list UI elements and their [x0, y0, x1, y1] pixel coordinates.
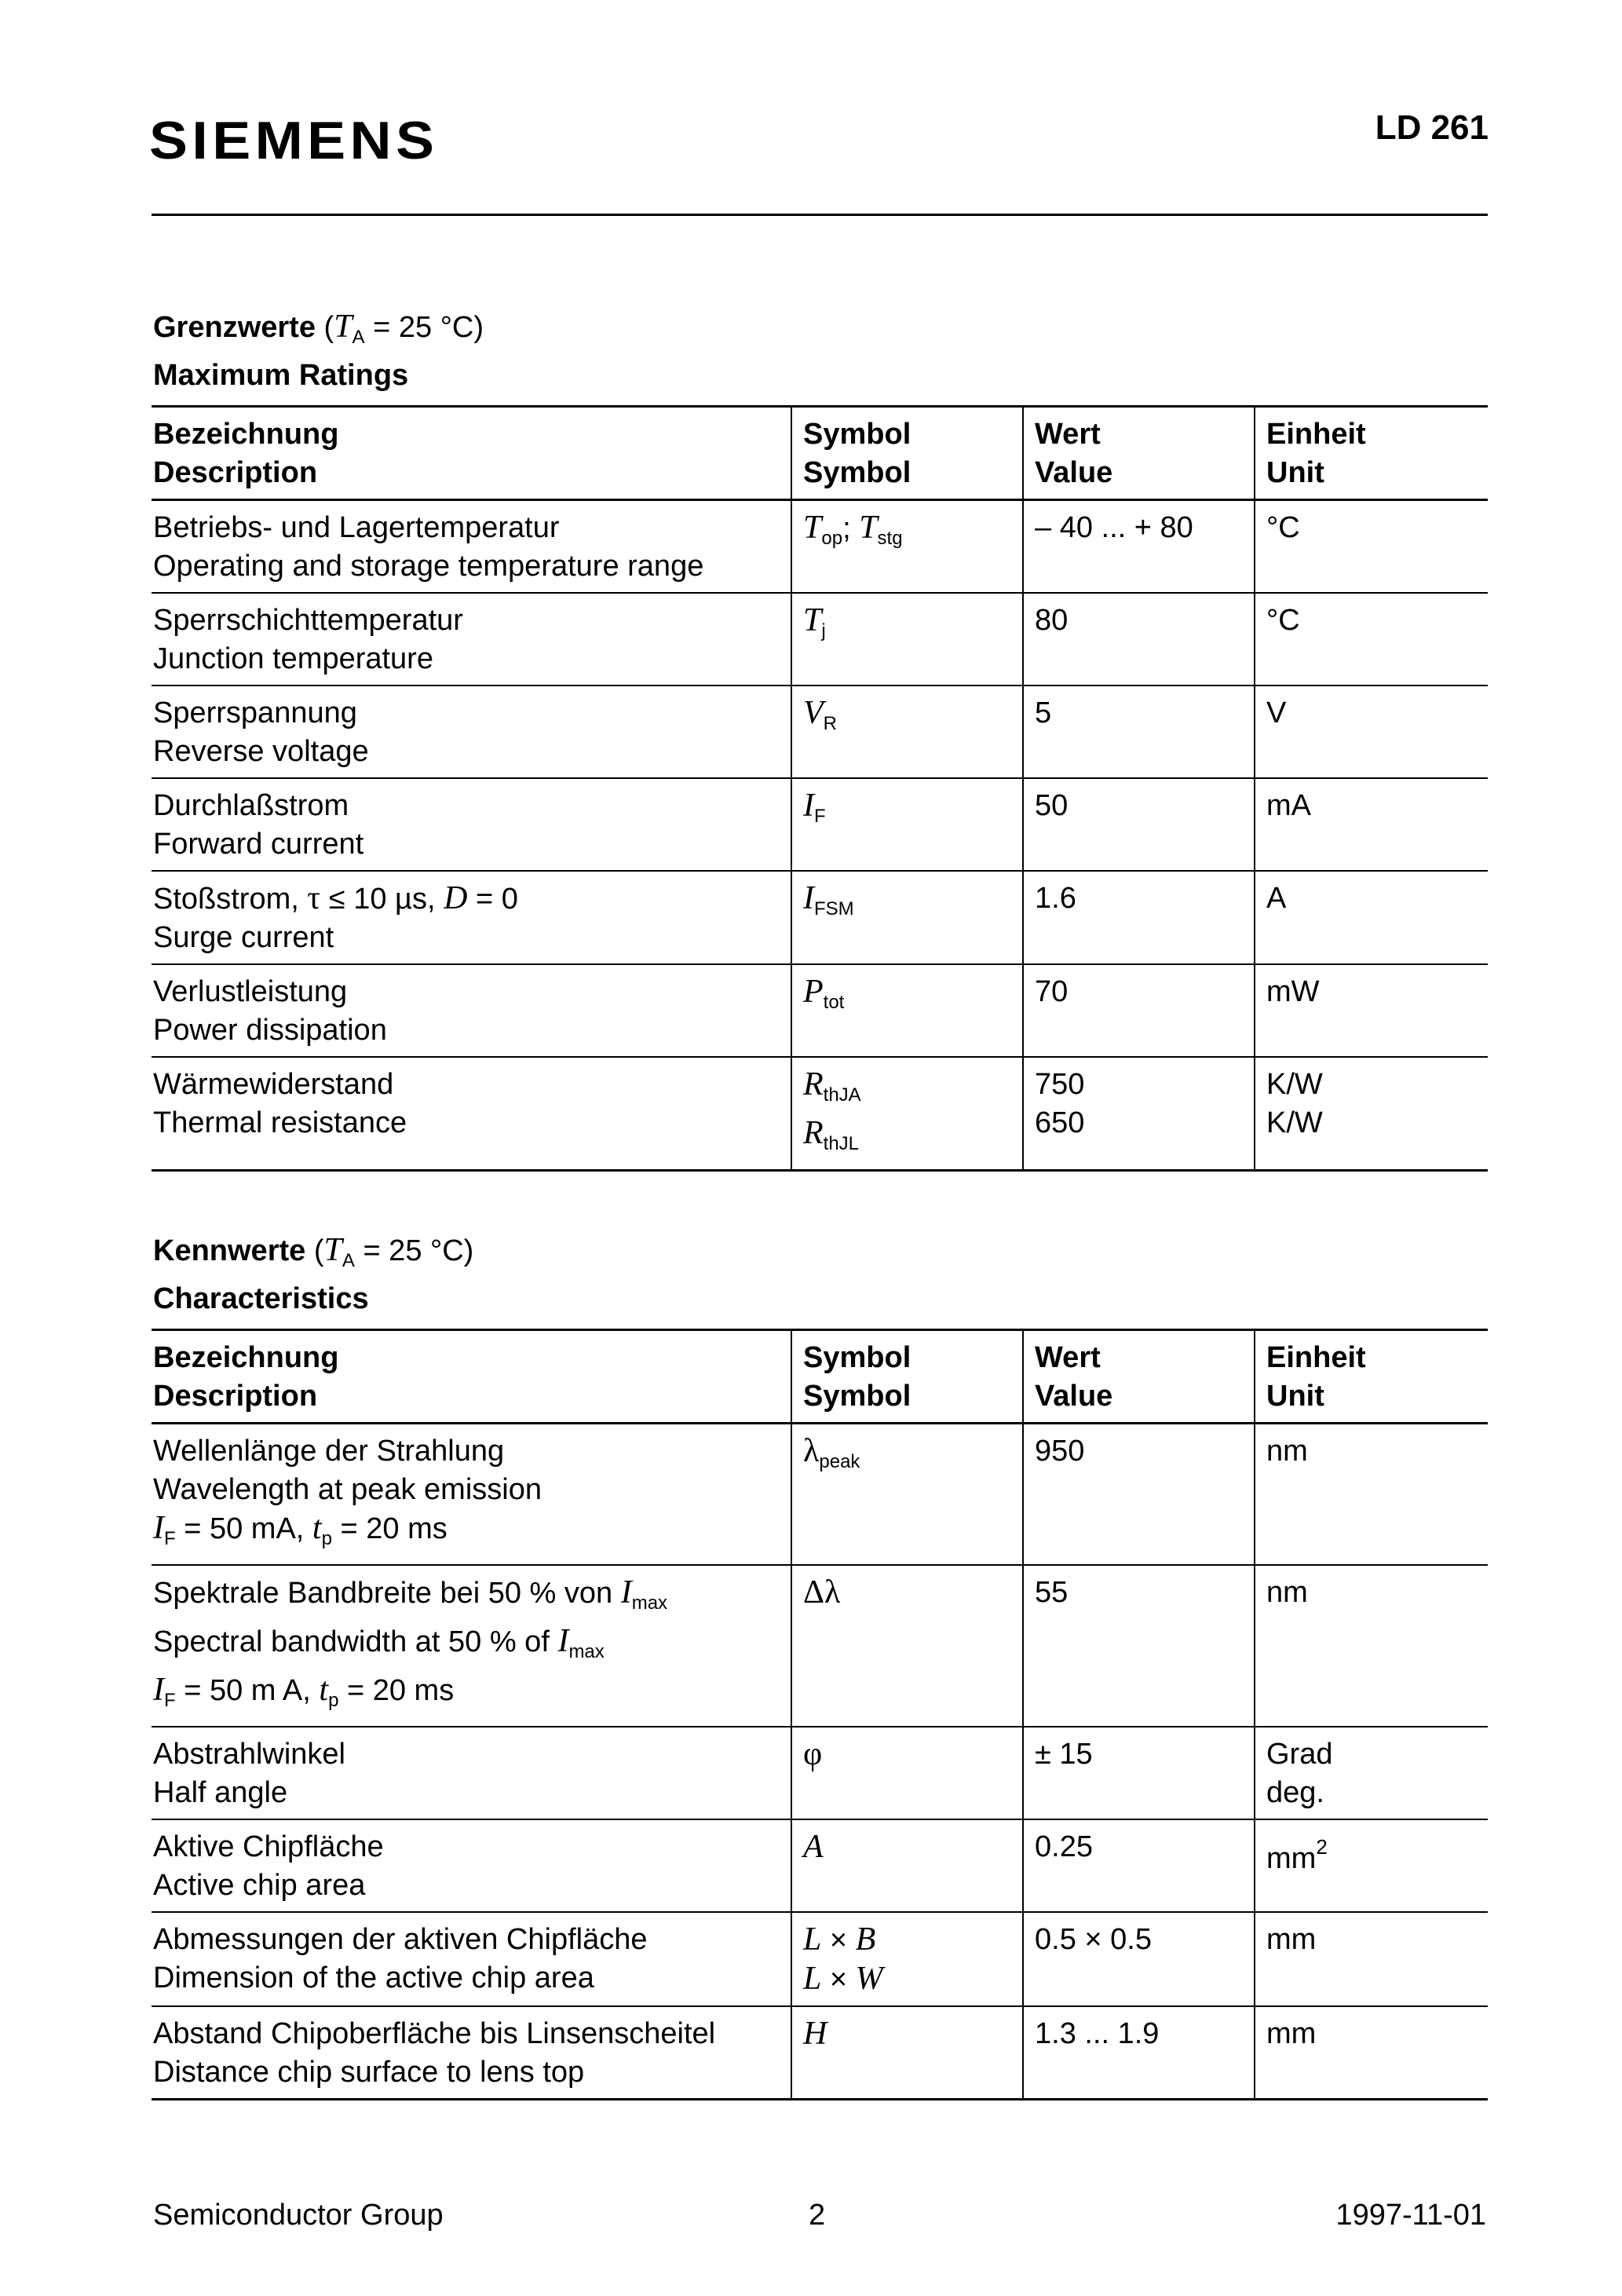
table-row: Abmessungen der aktiven Chipfläche Dimension of the active chip area L × B L × W 0.5 × 0.5 mm [152, 1912, 1488, 2006]
table-row: Aktive Chipfläche Active chip area A 0.25 $mm^2$ [152, 1819, 1488, 1912]
table-row: Sperrschichttemperatur Junction temperature $T_j$ 80 °C [152, 593, 1488, 686]
table-row: Wellenlänge der Strahlung Wavelength at peak emission $I_F = 50$ mA, $t_p = 20$ ms $\lambda_{peak}$ 950 nm [152, 1424, 1488, 1566]
footer-group: Semiconductor Group [153, 2199, 444, 2232]
table-row: Abstand Chipoberfläche bis Linsenscheitel Distance chip surface to lens top H 1.3 ... 1.9 mm [152, 2006, 1488, 2100]
table-row: Verlustleistung Power dissipation $P_{tot}$ 70 mW [152, 964, 1488, 1057]
header-value: Wert Value [1023, 407, 1255, 500]
footer-date: 1997-11-01 [1335, 2199, 1486, 2232]
header-description: Bezeichnung Description [153, 1341, 339, 1413]
header-unit: Einheit Unit [1255, 1330, 1488, 1424]
table-row: Wärmewiderstand Thermal resistance $R_{thJA}$ $R_{thJL}$ 750 650 K/W K/W [152, 1057, 1488, 1171]
document-id: LD 261 [1375, 108, 1489, 147]
characteristics-title: Kennwerte ($T_A = 25$ °C) Characteristics [153, 1232, 474, 1315]
characteristics-table [152, 1329, 1488, 2100]
table-header-row [152, 407, 1488, 500]
header-unit: Einheit Unit [1255, 407, 1488, 500]
header-symbol: Symbol Symbol [791, 407, 1023, 500]
table-row: Spektrale Bandbreite bei 50 % von $I_{max}$ Spectral bandwidth at 50 % of $I_{max}$ $I_F = 50$ m A, $t_p = 20$ ms Δλ 55 nm [152, 1565, 1488, 1727]
table-row: Betriebs- und Lagertemperatur Operating and storage temperature range $T_{op}$; $T_{stg}$ – 40 ... + 80 °C [152, 500, 1488, 594]
table-row: Stoßstrom, τ ≤ 10 µs, D = 0 Surge current $I_{FSM}$ 1.6 A [152, 871, 1488, 964]
table-header-row [152, 1330, 1488, 1424]
maximum-ratings-table [152, 405, 1488, 1172]
table-row: Abstrahlwinkel Half angle φ ± 15 Grad deg. [152, 1727, 1488, 1819]
header-value: Wert Value [1023, 1330, 1255, 1424]
table-row: Durchlaßstrom Forward current $I_F$ 50 mA [152, 778, 1488, 871]
ratings-title: Grenzwerte ($T_A = 25$ °C) Maximum Ratings [153, 309, 484, 392]
siemens-logo: SIEMENS [149, 111, 439, 170]
page-number: 2 [809, 2199, 826, 2232]
header-rule [152, 214, 1488, 216]
header-description: Bezeichnung Description [153, 418, 339, 489]
table-row: Sperrspannung Reverse voltage $V_R$ 5 V [152, 686, 1488, 778]
header-symbol: Symbol Symbol [791, 1330, 1023, 1424]
